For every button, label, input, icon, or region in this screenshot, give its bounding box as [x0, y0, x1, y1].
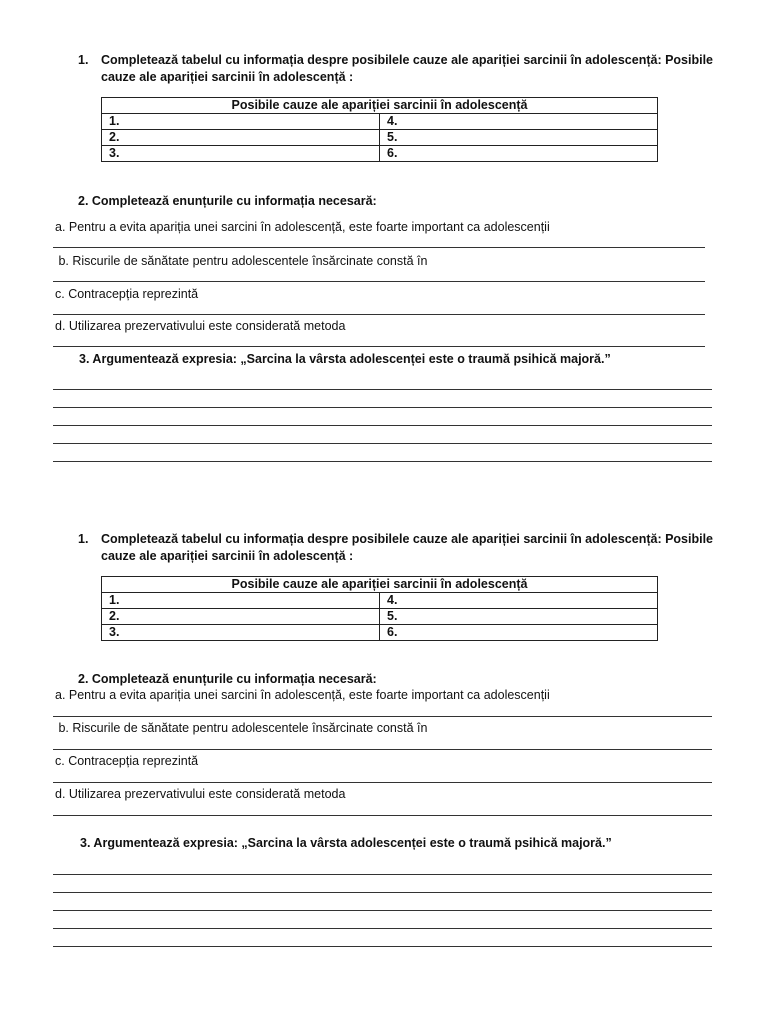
causes-table-header-row: [102, 577, 658, 593]
statement-a: a. Pentru a evita apariția unei sarcini în adolescență, este foarte important ca adolescenții: [55, 688, 550, 702]
q1-number: 1.: [78, 532, 89, 546]
table-cell[interactable]: 1.: [102, 593, 380, 609]
causes-table-header: Posibile cauze ale apariției sarcinii în adolescență: [102, 98, 658, 114]
answer-line[interactable]: [53, 247, 705, 248]
table-cell[interactable]: 5.: [380, 609, 658, 625]
table-cell[interactable]: 2.: [102, 130, 380, 146]
causes-table: [101, 97, 658, 162]
answer-line[interactable]: [53, 314, 705, 315]
table-cell[interactable]: 1.: [102, 114, 380, 130]
causes-table-header-row: [102, 98, 658, 114]
table-cell[interactable]: 2.: [102, 609, 380, 625]
table-row: [102, 625, 658, 641]
statement-b: b. Riscurile de sănătate pentru adolescentele însărcinate constă în: [55, 254, 428, 268]
q3-title: 3. Argumentează expresia: „Sarcina la vârsta adolescenței este o traumă psihică majoră.”: [79, 352, 611, 366]
table-cell[interactable]: 3.: [102, 146, 380, 162]
answer-line[interactable]: [53, 910, 712, 911]
statement-d: d. Utilizarea prezervativului este considerată metoda: [55, 319, 346, 333]
table-row: [102, 609, 658, 625]
q1-number: 1.: [78, 53, 89, 67]
answer-line[interactable]: [53, 815, 712, 816]
q1-instruction: Completează tabelul cu informația despre posibilele cauze ale apariției sarcinii în adolescență: Posibile cauze ale apariției sarcinii în adolescență :: [101, 532, 714, 563]
q1-instruction: Completează tabelul cu informația despre posibilele cauze ale apariției sarcinii în adolescență: Posibile cauze ale apariției sarcinii în adolescență :: [101, 53, 714, 84]
answer-line[interactable]: [53, 346, 705, 347]
answer-line[interactable]: [53, 946, 712, 947]
table-row: [102, 130, 658, 146]
q3-title: 3. Argumentează expresia: „Sarcina la vârsta adolescenței este o traumă psihică majoră.”: [80, 836, 612, 850]
statement-a: a. Pentru a evita apariția unei sarcini în adolescență, este foarte important ca adolescenții: [55, 220, 550, 234]
answer-line[interactable]: [53, 892, 712, 893]
table-cell[interactable]: 3.: [102, 625, 380, 641]
table-cell[interactable]: 6.: [380, 625, 658, 641]
q2-title: 2. Completează enunțurile cu informația necesară:: [78, 672, 377, 686]
answer-line[interactable]: [53, 281, 705, 282]
answer-line[interactable]: [53, 782, 712, 783]
q2-title: 2. Completează enunțurile cu informația necesară:: [78, 194, 377, 208]
answer-line[interactable]: [53, 443, 712, 444]
answer-line[interactable]: [53, 407, 712, 408]
table-cell[interactable]: 4.: [380, 593, 658, 609]
answer-line[interactable]: [53, 716, 712, 717]
answer-line[interactable]: [53, 389, 712, 390]
answer-line[interactable]: [53, 749, 712, 750]
causes-table: [101, 576, 658, 641]
answer-line[interactable]: [53, 425, 712, 426]
table-cell[interactable]: 5.: [380, 130, 658, 146]
statement-c: c. Contracepția reprezintă: [55, 287, 199, 301]
answer-line[interactable]: [53, 928, 712, 929]
table-row: [102, 114, 658, 130]
statement-b: b. Riscurile de sănătate pentru adolescentele însărcinate constă în: [55, 721, 428, 735]
statement-c: c. Contracepția reprezintă: [55, 754, 199, 768]
statement-d: d. Utilizarea prezervativului este considerată metoda: [55, 787, 346, 801]
answer-line[interactable]: [53, 461, 712, 462]
causes-table-header: Posibile cauze ale apariției sarcinii în adolescență: [102, 577, 658, 593]
answer-line[interactable]: [53, 874, 712, 875]
table-row: [102, 593, 658, 609]
table-cell[interactable]: 6.: [380, 146, 658, 162]
table-row: [102, 146, 658, 162]
table-cell[interactable]: 4.: [380, 114, 658, 130]
